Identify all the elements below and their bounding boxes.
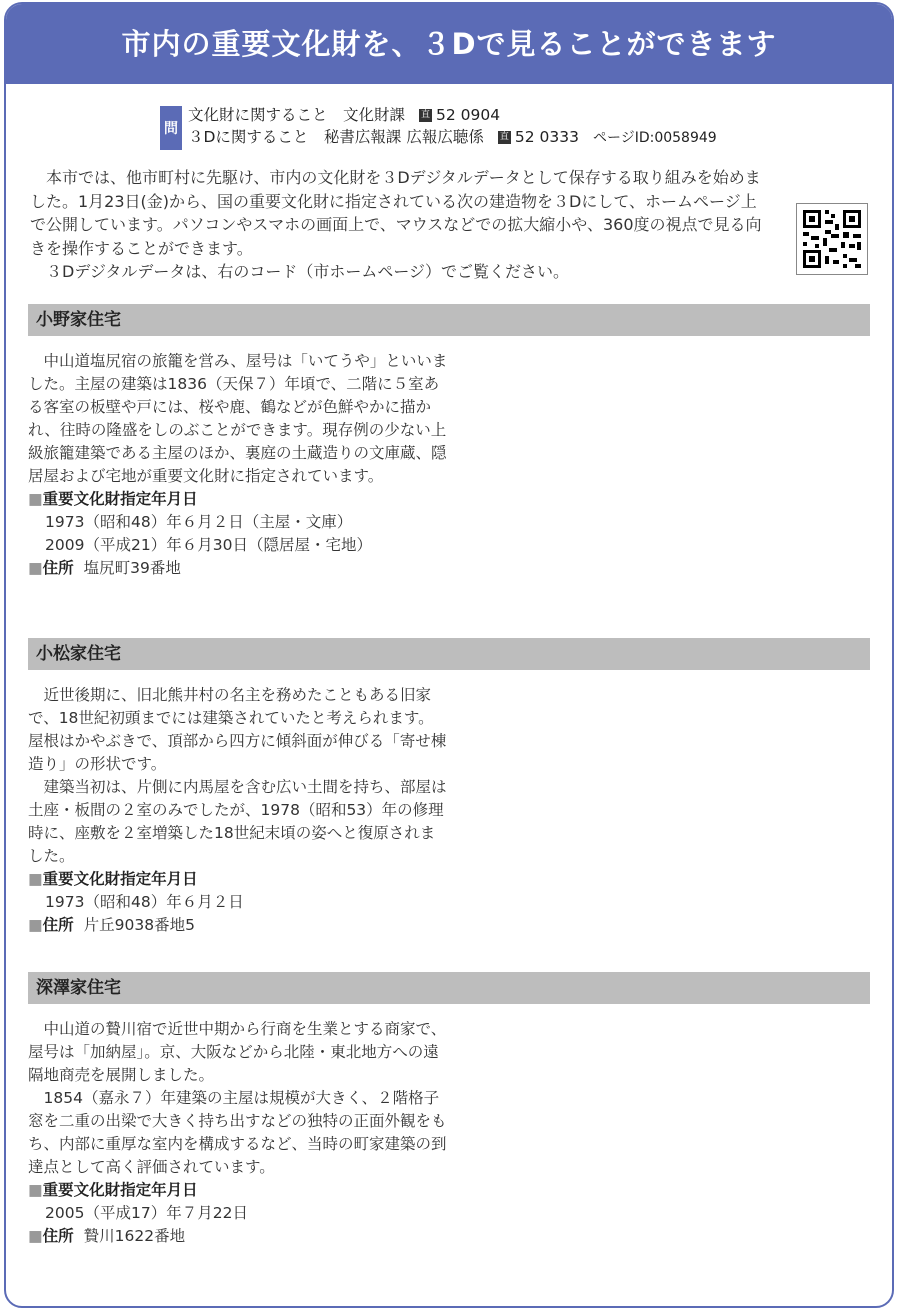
qr-code-graphic bbox=[797, 204, 867, 274]
address-value: 贄川1622番地 bbox=[83, 1227, 186, 1245]
designation-date: 1973（昭和48）年６月２日（主屋・文庫） bbox=[45, 513, 353, 531]
designation-label: 重要文化財指定年月日 bbox=[42, 490, 198, 508]
square-bullet-icon: ■ bbox=[28, 1181, 43, 1199]
section-paragraph: 中山道塩尻宿の旅籠を営み、屋号は「いてうや」といいました。主屋の建築は1836（天保７）年頃で、二階に５室ある客室の板壁や戸には、桜や鹿、鶴などが色鮮やかに描かれ、往時の隆盛をしのぶことができます。現存例の少ない上級旅籠建築である主屋のほか、裏庭の土蔵造りの文庫蔵、隠居屋および宅地が重要文化財に指定されています。 bbox=[28, 352, 448, 485]
square-bullet-icon: ■ bbox=[28, 559, 43, 577]
phone-icon: 直 bbox=[421, 110, 431, 120]
section-paragraph: 近世後期に、旧北熊井村の名主を務めたこともある旧家で、18世紀初頭までには建築されていたと考えられます。屋根はかやぶきで、頂部から四方に傾斜面が伸びる「寄せ棟造り」の形状です。 bbox=[28, 686, 447, 773]
designation-heading bbox=[28, 488, 448, 511]
section-title: 深澤家住宅 bbox=[28, 972, 870, 1004]
contact-3d-label: ３Dに関すること 秘書広報課 広報広聴係 bbox=[188, 128, 484, 146]
intro-paragraph-2: ３Dデジタルデータは、右のコード（市ホームページ）でご覧ください。 bbox=[46, 262, 570, 281]
designation-date: 2005（平成17）年７月22日 bbox=[45, 1204, 248, 1222]
section-komatsu-house bbox=[28, 638, 870, 937]
section-ono-house bbox=[28, 304, 870, 580]
square-bullet-icon: ■ bbox=[28, 916, 43, 934]
designation-label: 重要文化財指定年月日 bbox=[42, 1181, 198, 1199]
contact-3d-tel[interactable]: 52 0333 bbox=[514, 128, 579, 146]
address-value: 片丘9038番地5 bbox=[83, 916, 195, 934]
phone-icon: 直 bbox=[499, 132, 509, 142]
address-row bbox=[28, 1225, 448, 1248]
section-body bbox=[28, 1018, 448, 1248]
designation-label: 重要文化財指定年月日 bbox=[42, 870, 198, 888]
square-bullet-icon: ■ bbox=[28, 490, 43, 508]
section-title: 小野家住宅 bbox=[28, 304, 870, 336]
designation-heading bbox=[28, 1179, 448, 1202]
section-fukasawa-house bbox=[28, 972, 870, 1248]
address-label: 住所 bbox=[42, 1227, 74, 1245]
section-paragraph: 建築当初は、片側に内馬屋を含む広い土間を持ち、部屋は土座・板間の２室のみでしたが、1978（昭和53）年の修理時に、座敷を２室増築した18世紀末頃の姿へと復原されました。 bbox=[28, 778, 447, 865]
address-row bbox=[28, 914, 448, 937]
contact-culture-label: 文化財に関すること 文化財課 bbox=[188, 106, 406, 124]
section-title: 小松家住宅 bbox=[28, 638, 870, 670]
contact-line-culture bbox=[188, 104, 788, 126]
designation-date: 2009（平成21）年６月30日（隠居屋・宅地） bbox=[45, 536, 372, 554]
contact-line-3d bbox=[188, 126, 788, 149]
section-body bbox=[28, 350, 448, 580]
contact-lines bbox=[188, 104, 788, 149]
address-label: 住所 bbox=[42, 916, 74, 934]
page-id: ページID:0058949 bbox=[592, 130, 717, 146]
contact-culture-tel[interactable]: 52 0904 bbox=[436, 106, 501, 124]
section-body bbox=[28, 684, 448, 937]
inquiry-badge: 問 bbox=[160, 106, 182, 150]
designation-date: 1973（昭和48）年６月２日 bbox=[45, 893, 244, 911]
intro-paragraph-1: 本市では、他市町村に先駆け、市内の文化財を３Dデジタルデータとして保存する取り組みを始めました。1月23日(金)から、国の重要文化財に指定されている次の建造物を３Dにして、ホームページ上で公開しています。パソコンやスマホの画面上で、マウスなどでの拡大縮小や、360度の視点で見る向きを操作することができます。 bbox=[30, 168, 762, 258]
section-paragraph: 中山道の贄川宿で近世中期から行商を生業とする商家で、屋号は「加納屋」。京、大阪などから北陸・東北地方への遠隔地商売を展開しました。 bbox=[28, 1020, 447, 1084]
square-bullet-icon: ■ bbox=[28, 870, 43, 888]
address-value: 塩尻町39番地 bbox=[83, 559, 181, 577]
section-paragraph: 1854（嘉永７）年建築の主屋は規模が大きく、２階格子窓を二重の出梁で大きく持ち出すなどの独特の正面外観をもち、内部に重厚な室内を構成するなど、当時の町家建築の到達点として高く評価されています。 bbox=[28, 1089, 447, 1176]
qr-code-icon[interactable] bbox=[796, 203, 868, 275]
address-row bbox=[28, 557, 448, 580]
square-bullet-icon: ■ bbox=[28, 1227, 43, 1245]
page-title: 市内の重要文化財を、３Dで見ることができます bbox=[6, 4, 892, 84]
intro-text bbox=[30, 166, 770, 284]
address-label: 住所 bbox=[42, 559, 74, 577]
designation-heading bbox=[28, 868, 448, 891]
